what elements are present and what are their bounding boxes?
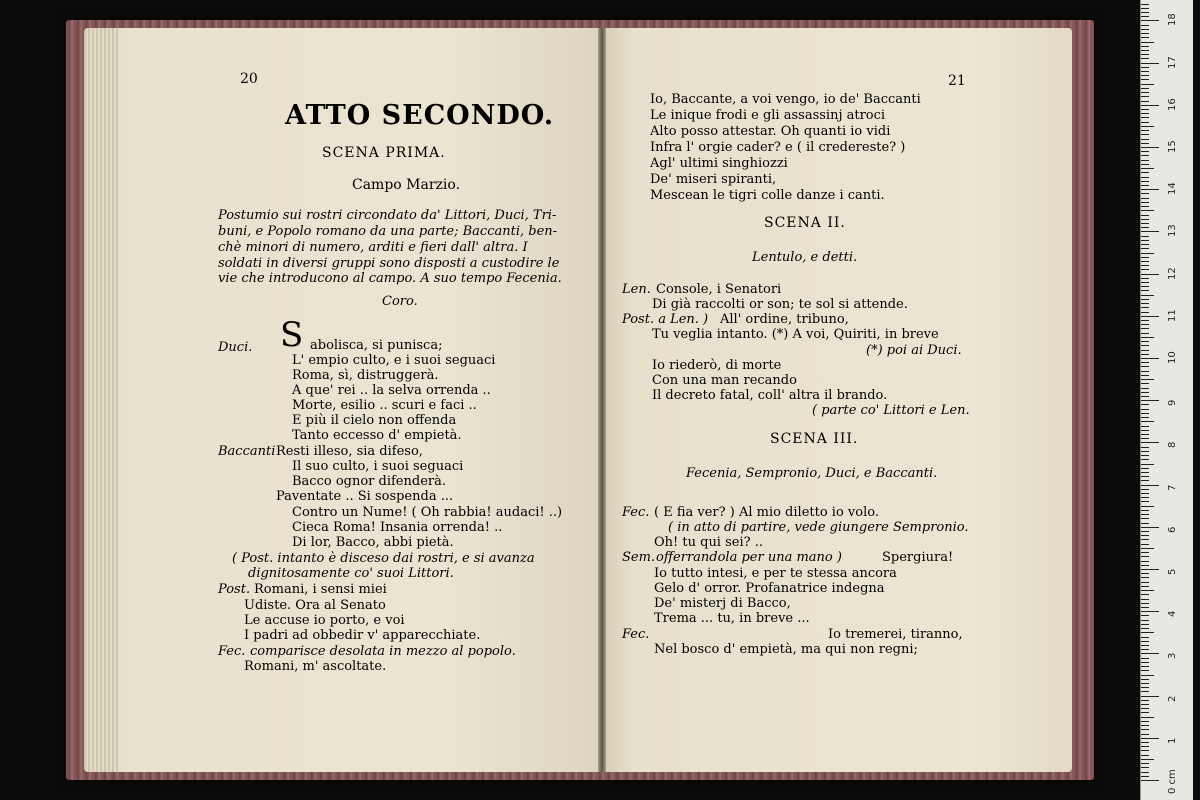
- ruler-tick: [1141, 33, 1149, 34]
- ruler-number: 16: [1167, 98, 1178, 111]
- verse-line: Tu veglia intanto. (*) A voi, Quiriti, in breve: [652, 327, 939, 342]
- ruler-tick: [1141, 84, 1154, 85]
- verse-line: Io riederò, di morte: [652, 358, 782, 373]
- stage-direction-line: chè minori di numero, arditi e fieri dall' altra. I: [218, 240, 528, 255]
- ruler-tick: [1141, 590, 1154, 591]
- page-number-right: 21: [948, 73, 966, 89]
- ruler-tick: [1141, 442, 1159, 443]
- ruler-tick: [1141, 236, 1149, 237]
- verse-line: Mescean le tigri colle danze i canti.: [650, 188, 885, 203]
- ruler-tick: [1141, 729, 1149, 730]
- verse-line: E più il cielo non offenda: [292, 413, 457, 428]
- verse-line: Io, Baccante, a voi vengo, io de' Baccanti: [650, 92, 921, 107]
- ruler-tick: [1141, 269, 1149, 270]
- ruler-number: 8: [1167, 442, 1178, 449]
- ruler-number: 11: [1167, 309, 1178, 322]
- ruler-tick: [1141, 320, 1149, 321]
- ruler-number: 7: [1167, 484, 1178, 491]
- ruler-tick: [1141, 20, 1159, 21]
- ruler-tick: [1141, 248, 1149, 249]
- ruler-tick: [1141, 447, 1149, 448]
- speaker-len: Len.: [622, 282, 651, 297]
- book-gutter: [598, 28, 606, 772]
- ruler-tick: [1141, 177, 1149, 178]
- verse-line: De' miseri spiranti,: [650, 172, 777, 187]
- ruler-number: 1: [1167, 737, 1178, 744]
- ruler-tick: [1141, 670, 1149, 671]
- ruler-tick: [1141, 37, 1149, 38]
- ruler-tick: [1141, 324, 1149, 325]
- ruler-tick: [1141, 430, 1149, 431]
- ruler-tick: [1141, 400, 1159, 401]
- ruler-tick: [1141, 160, 1149, 161]
- ruler-number: 13: [1167, 224, 1178, 238]
- ruler-tick: [1141, 341, 1149, 342]
- measuring-ruler: [1140, 0, 1193, 800]
- ruler-tick: [1141, 421, 1154, 422]
- ruler-tick: [1141, 746, 1149, 747]
- ruler-tick: [1141, 531, 1149, 532]
- ruler-tick: [1141, 42, 1154, 43]
- ruler-tick: [1141, 535, 1149, 536]
- stage-direction-line: dignitosamente co' suoi Littori.: [248, 566, 454, 581]
- ruler-tick: [1141, 345, 1149, 346]
- ruler-tick: [1141, 206, 1149, 207]
- ruler-number: 15: [1167, 140, 1178, 153]
- verse-line: Udiste. Ora al Senato: [244, 598, 386, 613]
- speaker-sem: Sem.: [622, 550, 656, 565]
- ruler-tick: [1141, 46, 1149, 47]
- ruler-tick: [1141, 493, 1149, 494]
- verse-line: Cieca Roma! Insania orrenda! ..: [292, 520, 503, 535]
- ruler-tick: [1141, 645, 1149, 646]
- ruler-tick: [1141, 700, 1149, 701]
- ruler-tick: [1141, 485, 1159, 486]
- verse-line: Di lor, Bacco, abbi pietà.: [292, 535, 454, 550]
- ruler-tick: [1141, 392, 1149, 393]
- ruler-number: 14: [1167, 182, 1178, 196]
- ruler-tick: [1141, 8, 1149, 9]
- ruler-tick: [1141, 556, 1149, 557]
- ruler-tick: [1141, 316, 1159, 317]
- ruler-tick: [1141, 139, 1149, 140]
- ruler-tick: [1141, 12, 1149, 13]
- ruler-number: 9: [1167, 399, 1178, 407]
- verse-line: Bacco ognor difenderà.: [292, 474, 446, 489]
- ruler-tick: [1141, 750, 1149, 751]
- verse-line: Agl' ultimi singhiozzi: [650, 156, 788, 171]
- ruler-number: 10: [1167, 351, 1178, 364]
- ruler-tick: [1141, 253, 1154, 254]
- ruler-tick: [1141, 71, 1149, 72]
- stage-direction-line: Postumio sui rostri circondato da' Littori, Duci, Tri-: [218, 208, 557, 223]
- ruler-tick: [1141, 679, 1149, 680]
- verse-line: Il decreto fatal, coll' altra il brando.: [652, 388, 888, 403]
- ruler-tick: [1141, 181, 1149, 182]
- verse-line: Romani, i sensi miei: [254, 582, 387, 597]
- ruler-tick: [1141, 198, 1149, 199]
- stage-direction-line: ( in atto di partire, vede giungere Sempronio.: [668, 520, 969, 535]
- ruler-tick: [1141, 586, 1149, 587]
- ruler-tick: [1141, 290, 1149, 291]
- ruler-number: 2: [1167, 695, 1178, 702]
- ruler-tick: [1141, 569, 1159, 570]
- ruler-tick: [1141, 295, 1154, 296]
- verse-line: Di già raccolti or son; te sol si attende.: [652, 297, 908, 312]
- ruler-tick: [1141, 459, 1149, 460]
- ruler-tick: [1141, 506, 1154, 507]
- ruler-tick: [1141, 58, 1149, 59]
- scene-characters: Fecenia, Sempronio, Duci, e Baccanti.: [686, 466, 938, 481]
- ruler-tick: [1141, 172, 1149, 173]
- ruler-tick: [1141, 379, 1154, 380]
- verse-line: Romani, m' ascoltate.: [244, 659, 387, 674]
- ruler-tick: [1141, 383, 1149, 384]
- ruler-tick: [1141, 92, 1149, 93]
- ruler-tick: [1141, 362, 1149, 363]
- verse-line: Le accuse io porto, e voi: [244, 613, 405, 628]
- ruler-tick: [1141, 767, 1149, 768]
- ruler-tick: [1141, 691, 1149, 692]
- verse-line: Tanto eccesso d' empietà.: [292, 428, 462, 443]
- ruler-tick: [1141, 337, 1154, 338]
- verse-line: Infra l' orgie cader? e ( il credereste? ): [650, 140, 906, 155]
- ruler-tick: [1141, 717, 1154, 718]
- ruler-tick: [1141, 712, 1149, 713]
- speaker-duci: Duci.: [218, 340, 253, 355]
- scene-characters: Lentulo, e detti.: [752, 250, 858, 265]
- ruler-tick: [1141, 396, 1149, 397]
- ruler-tick: [1141, 527, 1159, 528]
- stage-direction-line: buni, e Popolo romano da una parte; Baccanti, ben-: [218, 224, 558, 239]
- ruler-tick: [1141, 286, 1149, 287]
- ruler-tick: [1141, 147, 1159, 148]
- ruler-tick: [1141, 675, 1154, 676]
- ruler-tick: [1141, 464, 1154, 465]
- speaker-baccanti: Baccanti: [218, 444, 276, 459]
- ruler-tick: [1141, 16, 1149, 17]
- stage-direction-line: offerrandola per una mano ): [656, 550, 842, 565]
- ruler-tick: [1141, 168, 1154, 169]
- ruler-tick: [1141, 193, 1149, 194]
- ruler-tick: [1141, 257, 1149, 258]
- ruler-number: 17: [1167, 55, 1178, 69]
- ruler-tick: [1141, 328, 1149, 329]
- ruler-tick: [1141, 725, 1149, 726]
- ruler-tick: [1141, 628, 1149, 629]
- ruler-tick: [1141, 143, 1149, 144]
- scene-heading: SCENA II.: [764, 215, 846, 231]
- ruler-tick: [1141, 666, 1149, 667]
- ruler-tick: [1141, 274, 1159, 275]
- ruler-tick: [1141, 388, 1149, 389]
- ruler-tick: [1141, 548, 1154, 549]
- ruler-tick: [1141, 210, 1154, 211]
- ruler-tick: [1141, 438, 1149, 439]
- ruler-tick: [1141, 366, 1149, 367]
- ruler-tick: [1141, 523, 1149, 524]
- ruler-tick: [1141, 577, 1149, 578]
- ruler-tick: [1141, 67, 1149, 68]
- ruler-tick: [1141, 451, 1149, 452]
- verse-line: Il suo culto, i suoi seguaci: [292, 459, 464, 474]
- ruler-tick: [1141, 561, 1149, 562]
- ruler-tick: [1141, 624, 1149, 625]
- ruler-tick: [1141, 75, 1149, 76]
- ruler-tick: [1141, 620, 1149, 621]
- ruler-tick: [1141, 738, 1159, 739]
- verse-line: Le inique frodi e gli assassinj atroci: [650, 108, 886, 123]
- verse-line: Console, i Senatori: [656, 282, 782, 297]
- ruler-tick: [1141, 615, 1149, 616]
- ruler-tick: [1141, 101, 1149, 102]
- ruler-tick: [1141, 113, 1149, 114]
- ruler-tick: [1141, 375, 1149, 376]
- ruler-tick: [1141, 763, 1149, 764]
- speaker-fec: Fec.: [218, 644, 246, 659]
- stage-direction-line: vie che introducono al campo. A suo tempo Fecenia.: [218, 271, 562, 286]
- ruler-tick: [1141, 476, 1149, 477]
- verse-line: I padri ad obbedir v' apparecchiate.: [244, 628, 481, 643]
- ruler-tick: [1141, 261, 1149, 262]
- ruler-tick: [1141, 489, 1149, 490]
- verse-line: A que' rei .. la selva orrenda ..: [292, 383, 491, 398]
- ruler-tick: [1141, 312, 1149, 313]
- verse-line: Roma, sì, distruggerà.: [292, 368, 439, 383]
- ruler-tick: [1141, 734, 1149, 735]
- ruler-tick: [1141, 122, 1149, 123]
- ruler-tick: [1141, 134, 1149, 135]
- ruler-tick: [1141, 202, 1149, 203]
- ruler-tick: [1141, 780, 1159, 781]
- ruler-tick: [1141, 155, 1149, 156]
- ruler-tick: [1141, 354, 1149, 355]
- ruler-tick: [1141, 333, 1149, 334]
- chorus-label: Coro.: [382, 294, 418, 309]
- ruler-tick: [1141, 25, 1149, 26]
- ruler-tick: [1141, 573, 1149, 574]
- ruler-tick: [1141, 126, 1154, 127]
- verse-line: Contro un Nume! ( Oh rabbia! audaci! ..): [292, 505, 563, 520]
- verse-line: Alto posso attestar. Oh quanti io vidi: [650, 124, 891, 139]
- verse-line: Nel bosco d' empietà, ma qui non regni;: [654, 642, 918, 657]
- ruler-tick: [1141, 240, 1149, 241]
- verse-line: Spergiura!: [882, 550, 954, 565]
- ruler-tick: [1141, 708, 1149, 709]
- ruler-tick: [1141, 417, 1149, 418]
- ruler-tick: [1141, 63, 1159, 64]
- ruler-tick: [1141, 514, 1149, 515]
- verse-line: All' ordine, tribuno,: [720, 312, 849, 327]
- ruler-tick: [1141, 79, 1149, 80]
- ruler-tick: [1141, 683, 1149, 684]
- ruler-tick: [1141, 607, 1149, 608]
- ruler-tick: [1141, 632, 1154, 633]
- verse-line: Paventate .. Si sospenda ...: [276, 489, 454, 504]
- ruler-tick: [1141, 96, 1149, 97]
- ruler-tick: [1141, 599, 1149, 600]
- stage-direction-line: soldati in diversi gruppi sono disposti a custodire le: [218, 256, 560, 271]
- stage-direction-line: ( Post. intanto è disceso dai rostri, e si avanza: [232, 551, 535, 566]
- ruler-tick: [1141, 662, 1149, 663]
- ruler-tick: [1141, 130, 1149, 131]
- ruler-tick: [1141, 185, 1149, 186]
- ruler-tick: [1141, 565, 1149, 566]
- drop-cap: S: [280, 315, 304, 355]
- ruler-tick: [1141, 510, 1149, 511]
- ruler-number: 12: [1167, 266, 1178, 280]
- ruler-tick: [1141, 455, 1149, 456]
- verse-line: Con una man recando: [652, 373, 797, 388]
- ruler-tick: [1141, 189, 1159, 190]
- ruler-tick: [1141, 658, 1149, 659]
- ruler-tick: [1141, 223, 1149, 224]
- speaker-fec: Fec.: [622, 505, 650, 520]
- ruler-tick: [1141, 772, 1149, 773]
- ruler-tick: [1141, 759, 1154, 760]
- scene-heading: SCENA III.: [770, 431, 859, 447]
- ruler-tick: [1141, 742, 1149, 743]
- ruler-tick: [1141, 434, 1149, 435]
- stage-direction-line: ( parte co' Littori e Len.: [812, 403, 970, 418]
- verse-line: Morte, esilio .. scuri e faci ..: [292, 398, 477, 413]
- ruler-tick: [1141, 497, 1149, 498]
- ruler-tick: [1141, 687, 1149, 688]
- ruler-tick: [1141, 641, 1149, 642]
- verse-line: Io tremerei, tiranno,: [828, 627, 963, 642]
- ruler-tick: [1141, 611, 1159, 612]
- ruler-tick: [1141, 426, 1149, 427]
- ruler-tick: [1141, 594, 1149, 595]
- verse-line: Trema ... tu, in breve ...: [654, 611, 810, 626]
- ruler-tick: [1141, 480, 1149, 481]
- ruler-tick: [1141, 117, 1149, 118]
- ruler-tick: [1141, 721, 1149, 722]
- ruler-tick: [1141, 468, 1149, 469]
- ruler-tick: [1141, 54, 1149, 55]
- ruler-tick: [1141, 299, 1149, 300]
- page-edges: [84, 28, 118, 772]
- ruler-tick: [1141, 244, 1149, 245]
- ruler-tick: [1141, 776, 1149, 777]
- ruler-tick: [1141, 603, 1149, 604]
- ruler-tick: [1141, 371, 1149, 372]
- ruler-unit-label: 0 cm: [1167, 769, 1178, 794]
- speaker-post: Post. a Len. ): [622, 312, 709, 327]
- ruler-tick: [1141, 544, 1149, 545]
- ruler-tick: [1141, 409, 1149, 410]
- ruler-tick: [1141, 215, 1149, 216]
- ruler-tick: [1141, 501, 1149, 502]
- ruler-tick: [1141, 105, 1159, 106]
- ruler-tick: [1141, 4, 1149, 5]
- page-number-left: 20: [240, 71, 258, 87]
- ruler-tick: [1141, 278, 1149, 279]
- ruler-tick: [1141, 637, 1149, 638]
- ruler-tick: [1141, 50, 1149, 51]
- ruler-tick: [1141, 653, 1159, 654]
- verse-line: Gelo d' orror. Profanatrice indegna: [654, 581, 885, 596]
- ruler-tick: [1141, 472, 1149, 473]
- verse-line: ( E fia ver? ) Al mio diletto io volo.: [654, 505, 879, 520]
- ruler-tick: [1141, 649, 1149, 650]
- ruler-tick: [1141, 755, 1149, 756]
- verse-line: abolisca, si punisca;: [310, 338, 443, 353]
- ruler-tick: [1141, 109, 1149, 110]
- ruler-tick: [1141, 696, 1159, 697]
- ruler-number: 5: [1167, 568, 1178, 575]
- ruler-number: 18: [1167, 13, 1178, 27]
- ruler-number: 3: [1167, 653, 1178, 660]
- scene-setting: Campo Marzio.: [352, 177, 461, 193]
- ruler-tick: [1141, 552, 1149, 553]
- stage-direction-line: comparisce desolata in mezzo al popolo.: [250, 644, 516, 659]
- ruler-tick: [1141, 265, 1149, 266]
- ruler-tick: [1141, 307, 1149, 308]
- ruler-tick: [1141, 303, 1149, 304]
- footnote-direction: (*) poi ai Duci.: [866, 343, 962, 358]
- ruler-tick: [1141, 539, 1149, 540]
- ruler-tick: [1141, 151, 1149, 152]
- act-title: ATTO SECONDO.: [285, 100, 555, 131]
- ruler-tick: [1141, 231, 1159, 232]
- ruler-tick: [1141, 88, 1149, 89]
- verse-line: L' empio culto, e i suoi seguaci: [292, 353, 496, 368]
- verse-line: Io tutto intesi, e per te stessa ancora: [654, 566, 897, 581]
- ruler-tick: [1141, 413, 1149, 414]
- ruler-tick: [1141, 164, 1149, 165]
- ruler-tick: [1141, 404, 1149, 405]
- ruler-tick: [1141, 282, 1149, 283]
- scene-heading: SCENA PRIMA.: [322, 145, 446, 161]
- ruler-number: 6: [1167, 526, 1178, 533]
- ruler-tick: [1141, 582, 1149, 583]
- verse-line: De' misterj di Bacco,: [654, 596, 791, 611]
- verse-line: Oh! tu qui sei? ..: [654, 535, 763, 550]
- ruler-tick: [1141, 358, 1159, 359]
- ruler-tick: [1141, 219, 1149, 220]
- speaker-fec: Fec.: [622, 627, 650, 642]
- ruler-tick: [1141, 350, 1149, 351]
- ruler-number: 4: [1167, 610, 1178, 618]
- ruler-tick: [1141, 29, 1149, 30]
- verse-line: Resti illeso, sia difeso,: [276, 444, 423, 459]
- ruler-tick: [1141, 227, 1149, 228]
- speaker-post: Post.: [218, 582, 251, 597]
- ruler-tick: [1141, 518, 1149, 519]
- ruler-tick: [1141, 704, 1149, 705]
